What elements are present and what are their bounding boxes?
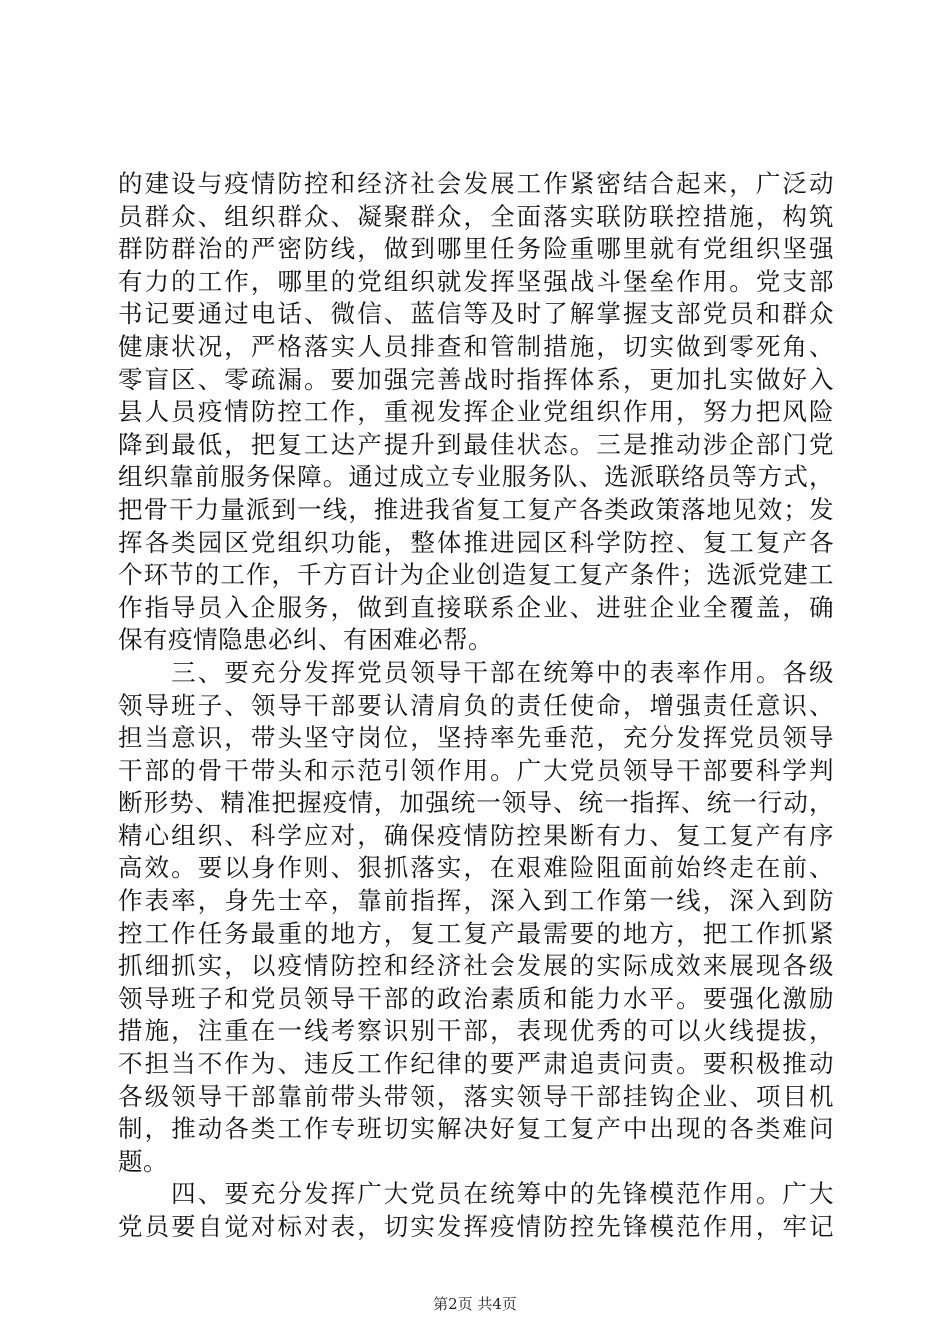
text-line: 有力的工作，哪里的党组织就发挥坚强战斗堡垒作用。党支部: [118, 266, 834, 296]
text-line: 精心组织、科学应对，确保疫情防控果断有力、复工复产有序: [118, 820, 834, 850]
text-line: 党员要自觉对标对表，切实发挥疫情防控先锋模范作用，牢记: [118, 1212, 834, 1241]
text-line: 群防群治的严密防线，做到哪里任务险重哪里就有党组织坚强: [118, 234, 834, 264]
text-line: 书记要通过电话、微信、蓝信等及时了解掌握支部党员和群众: [118, 299, 834, 329]
text-line: 个环节的工作，千方百计为企业创造复工复产条件；选派党建工: [118, 560, 834, 590]
text-line: 组织靠前服务保障。通过成立专业服务队、选派联络员等方式，: [118, 462, 834, 492]
text-line: 领导班子和党员领导干部的政治素质和能力水平。要强化激励: [118, 983, 834, 1013]
text-line: 零盲区、零疏漏。要加强完善战时指挥体系，更加扎实做好入: [118, 364, 834, 394]
text-line: 降到最低，把复工达产提升到最佳状态。三是推动涉企部门党: [118, 429, 834, 459]
text-line: 抓细抓实，以疫情防控和经济社会发展的实际成效来展现各级: [118, 951, 834, 981]
page-number-label: 第2页 共4页: [433, 1295, 517, 1313]
text-line: 不担当不作为、违反工作纪律的要严肃追责问责。要积极推动: [118, 1049, 834, 1079]
text-line: 担当意识，带头坚守岗位，坚持率先垂范，充分发挥党员领导: [118, 723, 834, 753]
text-line: 的建设与疫情防控和经济社会发展工作紧密结合起来，广泛动: [118, 169, 834, 198]
text-line: 作指导员入企服务，做到直接联系企业、进驻企业全覆盖，确: [118, 592, 834, 622]
body-text: [118, 168, 834, 1244]
text-line: 四、要充分发挥广大党员在统筹中的先锋模范作用。广大: [118, 1179, 834, 1209]
text-line: 干部的骨干带头和示范引领作用。广大党员领导干部要科学判: [118, 755, 834, 785]
text-line: 断形势、精准把握疫情，加强统一领导、统一指挥、统一行动，: [118, 788, 834, 818]
text-line: 健康状况，严格落实人员排查和管制措施，切实做到零死角、: [118, 331, 834, 361]
text-line: 各级领导干部靠前带头带领，落实领导干部挂钩企业、项目机: [118, 1081, 834, 1111]
text-line: 制，推动各类工作专班切实解决好复工复产中出现的各类难问: [118, 1114, 834, 1144]
page-footer: [0, 1294, 950, 1314]
text-line: 县人员疫情防控工作，重视发挥企业党组织作用，努力把风险: [118, 397, 834, 427]
text-line: 作表率，身先士卒，靠前指挥，深入到工作第一线，深入到防: [118, 886, 834, 916]
text-line: 措施，注重在一线考察识别干部，表现优秀的可以火线提拔，: [118, 1016, 834, 1046]
text-line: 挥各类园区党组织功能，整体推进园区科学防控、复工复产各: [118, 527, 834, 557]
text-line: 把骨干力量派到一线，推进我省复工复产各类政策落地见效；发: [118, 494, 834, 524]
text-line: 控工作任务最重的地方，复工复产最需要的地方，把工作抓紧: [118, 918, 834, 948]
text-line: 三、要充分发挥党员领导干部在统筹中的表率作用。各级: [118, 657, 834, 687]
text-line: 员群众、组织群众、凝聚群众，全面落实联防联控措施，构筑: [118, 201, 834, 231]
text-line: 高效。要以身作则、狠抓落实，在艰难险阻面前始终走在前、: [118, 853, 834, 883]
text-line: 题。: [118, 1146, 168, 1176]
text-line: 保有疫情隐患必纠、有困难必帮。: [118, 625, 493, 655]
text-line: 领导班子、领导干部要认清肩负的责任使命，增强责任意识、: [118, 690, 834, 720]
